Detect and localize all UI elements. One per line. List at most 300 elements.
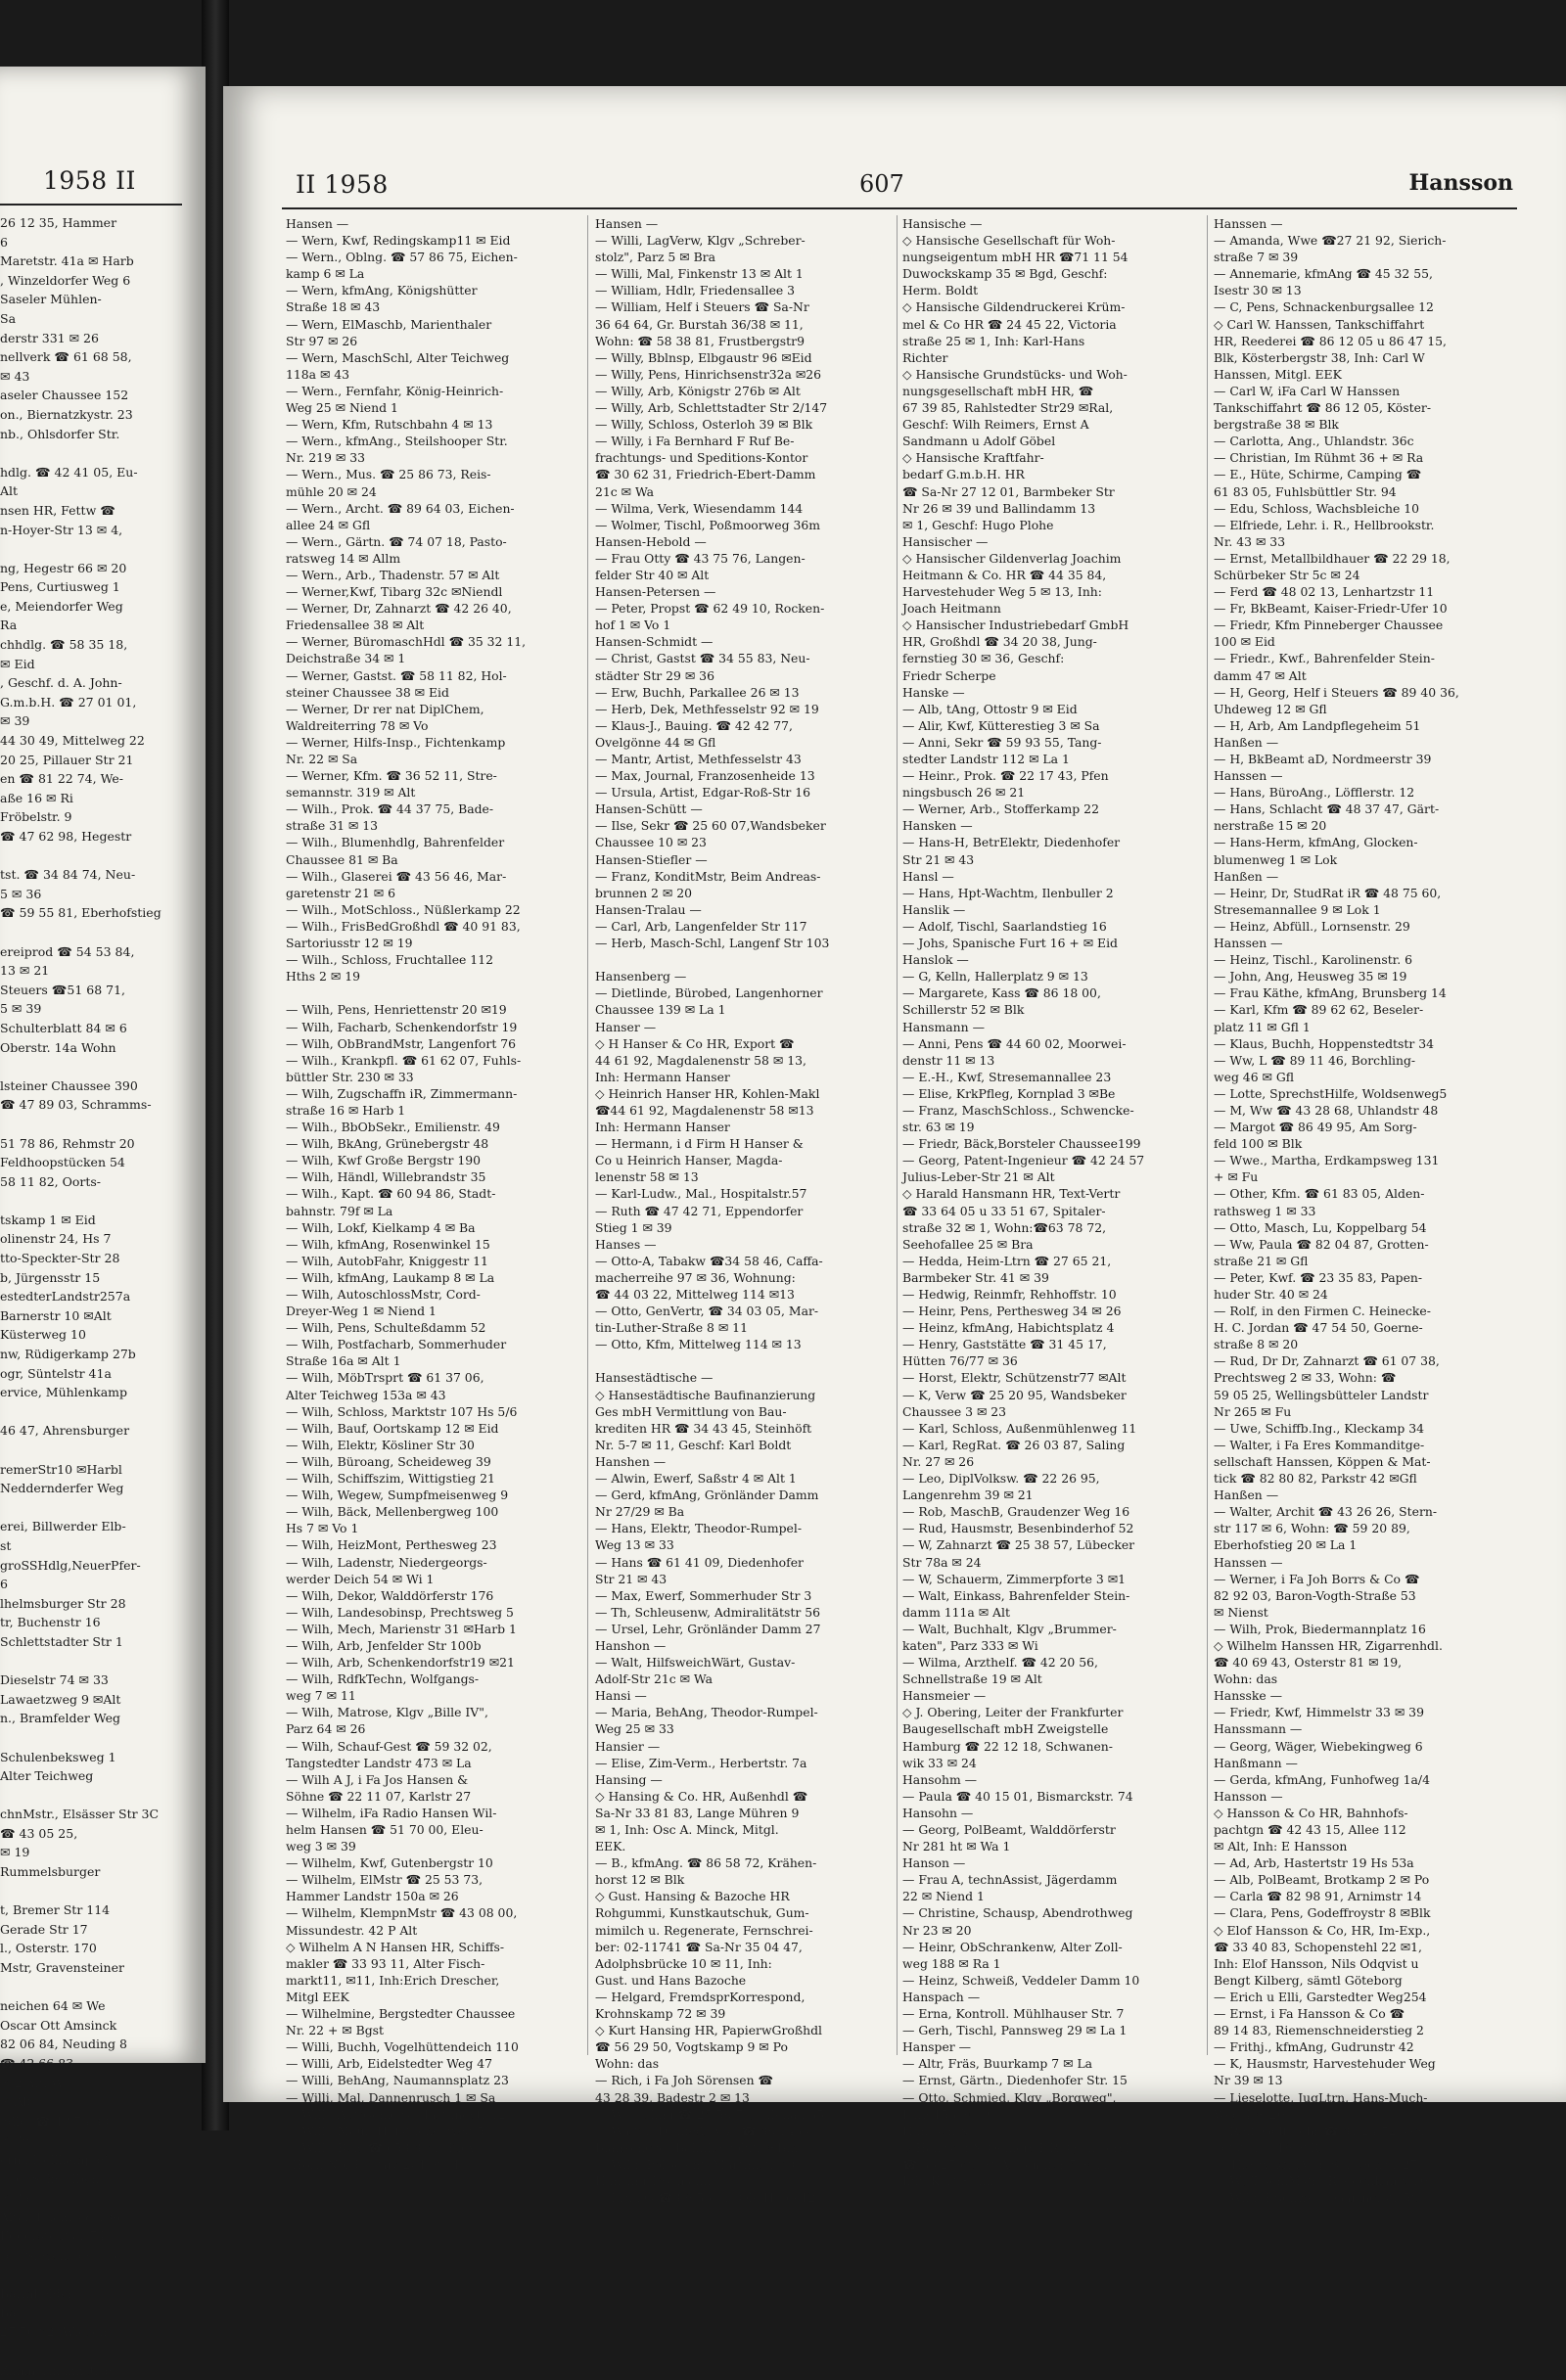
directory-entry-line: chhdlg. ☎ 58 35 18,: [0, 635, 178, 655]
directory-entry-line: Chaussee 139 ✉ La 1: [595, 1001, 889, 1018]
directory-entry-line: — Wilh., Glaserei ☎ 43 56 46, Mar-: [286, 868, 577, 885]
directory-entry-line: ✉ Alt, Inh: E Hansson: [1214, 1838, 1513, 1854]
directory-entry-line: — Mantr, Artist, Methfesselstr 43: [595, 751, 889, 767]
directory-entry-line: Hansen —: [595, 215, 889, 232]
directory-entry-line: — Karl, RegRat. ☎ 26 03 87, Saling: [902, 1437, 1201, 1453]
directory-entry-line: n., Bramfelder Weg: [0, 1709, 178, 1728]
directory-entry-line: Hanßen —: [1214, 868, 1513, 885]
directory-entry-line: — Wilh, Schloss, Marktstr 107 Hs 5/6: [286, 1403, 577, 1420]
directory-entry-line: 6: [0, 1575, 178, 1594]
directory-entry-line: — Heinz, kfmAng, Habichtsplatz 4: [902, 1319, 1201, 1336]
directory-entry-line: stedter Landstr 112 ✉ La 1: [902, 751, 1201, 767]
directory-entry-line: ◇ Hansische Kraftfahr-: [902, 449, 1201, 466]
directory-entry-line: tin-Luther-Straße 8 ✉ 11: [595, 1319, 889, 1336]
directory-entry-line: Hanses —: [595, 1236, 889, 1253]
directory-entry-line: Barmbelder: [0, 2284, 178, 2304]
directory-entry-line: — Peter, Propst ☎ 62 49 10, Rocken-: [595, 600, 889, 617]
directory-entry-line: — Alb, tAng, Ottostr 9 ✉ Eid: [902, 701, 1201, 717]
directory-entry-line: mimilch u. Regenerate, Fernschrei-: [595, 1922, 889, 1939]
directory-entry-line: ningsbusch 26 ✉ 21: [902, 784, 1201, 801]
directory-entry-line: — Carla ☎ 82 98 91, Arnimstr 14: [1214, 1888, 1513, 1904]
directory-entry-line: 44 30 49, Mittelweg 22: [0, 731, 178, 751]
directory-entry-line: Inh: Elof Hansson, Nils Odqvist u: [1214, 1955, 1513, 1972]
directory-entry-line: — K, Hausmstr, Harvestehuder Weg: [1214, 2055, 1513, 2072]
directory-entry-line: — Wern, MaschSchl, Alter Teichweg: [286, 349, 577, 366]
directory-entry-line: — Edu, Schloss, Wachsbleiche 10: [1214, 500, 1513, 517]
directory-entry-line: Str 21 ✉ 43: [595, 1571, 889, 1587]
directory-entry-line: — Wilma, Verk, Wiesendamm 144: [595, 500, 889, 517]
directory-entry-line: 82 92 03, Baron-Vogth-Straße 53: [1214, 1587, 1513, 1604]
directory-entry-line: — Ernst, i Fa Hansson & Co ☎: [1214, 2005, 1513, 2022]
directory-entry-line: — Erich u Elli, Garstedter Weg254: [1214, 1989, 1513, 2005]
directory-entry-line: ☎ 40 69 43, Osterstr 81 ✉ 19,: [1214, 1654, 1513, 1671]
directory-entry-line: ◇ Wilhelm Hanssen HR, Zigarrenhdl.: [1214, 1637, 1513, 1654]
directory-entry-line: — Frau Otty ☎ 43 75 76, Langen-: [595, 550, 889, 567]
directory-entry-line: Wohn: ☎ 58 38 81, Frustbergstr9: [595, 333, 889, 349]
directory-entry-line: 13 ✉ 21: [0, 961, 178, 981]
directory-entry-line: — Wilh, Elektr, Kösliner Str 30: [286, 1437, 577, 1453]
directory-entry-line: — Heinr, Dr, StudRat iR ☎ 48 75 60,: [1214, 885, 1513, 901]
directory-entry-line: ◇ Harald Hansmann HR, Text-Vertr: [902, 1185, 1201, 1202]
directory-entry-line: Mstr, Gravensteiner: [0, 1958, 178, 1978]
directory-entry-line: ☎ 56 29 50, Vogtskamp 9 ✉ Po: [595, 2038, 889, 2055]
directory-entry-line: — Wilh., BbObSekr., Emilienstr. 49: [286, 1119, 577, 1135]
directory-entry-line: — Hans, Hpt-Wachtm, Ilenbuller 2: [902, 885, 1201, 901]
directory-entry-line: ern., Hellkamp 60: [0, 2150, 178, 2170]
directory-entry-line: — Walter, i Fa Eres Kommanditge-: [1214, 1437, 1513, 1453]
directory-entry-line: Straße 18 ✉ 43: [286, 298, 577, 315]
directory-entry-line: ◇ Gust. Hansing & Bazoche HR: [595, 1888, 889, 1904]
directory-entry-line: ◇ Hansische Grundstücks- und Woh-: [902, 366, 1201, 383]
directory-entry-line: Hansen-Hebold —: [595, 533, 889, 550]
directory-entry-line: Schnellstraße 19 ✉ Alt: [902, 1671, 1201, 1687]
directory-entry-line: — Herb, Masch-Schl, Langenf Str 103: [595, 935, 889, 951]
directory-entry-line: — Willy, Arb, Schlettstadter Str 2/147: [595, 399, 889, 416]
directory-entry-line: Stresemannallee 9 ✉ Lok 1: [1214, 901, 1513, 918]
directory-entry-line: — Wilh, Bäck, Mellenbergweg 100: [286, 1503, 577, 1520]
directory-entry-line: — Willi, Reis ☎ 65 88 61, Klgv: [286, 2139, 577, 2156]
directory-entry-line: Nr 27/29 ✉ Ba: [595, 1503, 889, 1520]
directory-entry-line: — Ursula, Artist, Edgar-Roß-Str 16: [595, 784, 889, 801]
directory-entry-line: — Klaus, Buchh, Hoppenstedtstr 34: [1214, 1035, 1513, 1052]
directory-entry-line: — H, BkBeamt aD, Nordmeerstr 39: [1214, 751, 1513, 767]
directory-entry-line: Hansken —: [902, 817, 1201, 834]
directory-entry-line: ☎ 33 25 60, St-Annenufer 5 ✉ 11: [902, 2156, 1201, 2173]
directory-entry-line: str. 63 ✉ 19: [902, 1119, 1201, 1135]
directory-entry-line: ◇ Carl W. Hanssen, Tankschiffahrt: [1214, 316, 1513, 333]
directory-entry-line: hdlg. ☎ 42 41 05, Eu-: [0, 463, 178, 482]
directory-entry-line: Str 78a ✉ 24: [902, 1554, 1201, 1571]
directory-entry-line: — Wilhelmine, Bergstedter Chaussee: [286, 2005, 577, 2022]
directory-entry-line: G.m.b.H. ☎ 27 01 01,: [0, 693, 178, 712]
directory-entry-line: — Clara, Pens, Godeffroystr 8 ✉Blk: [1214, 1904, 1513, 1921]
directory-entry-line: — Otto, GenVertr, ☎ 34 03 05, Mar-: [595, 1303, 889, 1319]
directory-entry-line: — Ernst, Gärtn., Diedenhofer Str. 15: [902, 2072, 1201, 2088]
directory-column-1: [286, 215, 577, 2055]
directory-entry-line: Küsterweg 10: [0, 1325, 178, 1345]
directory-entry-line: — Wilh., Krankpfl. ☎ 61 62 07, Fuhls-: [286, 1052, 577, 1069]
directory-entry-line: — Gerd, kfmAng, Grönländer Damm: [595, 1487, 889, 1503]
directory-entry-line: Schulterblatt 84 ✉ 6: [0, 1019, 178, 1038]
directory-entry-line: Hansen-Schütt —: [595, 801, 889, 817]
directory-entry-line: — Carlotta, Ang., Uhlandstr. 36c: [1214, 433, 1513, 449]
directory-entry-line: — Heinz, Abfüll., Lornsenstr. 29: [1214, 918, 1513, 935]
directory-entry-line: — Leo, DiplVolksw. ☎ 22 26 95,: [902, 1470, 1201, 1487]
directory-entry-line: Schürbeker Str 5c ✉ 24: [1214, 567, 1513, 583]
directory-entry-line: Weg 13 ✉ 33: [595, 1536, 889, 1553]
directory-entry-line: lsteiner Chaussee 390: [0, 1076, 178, 1096]
directory-entry-line: frachtungs- und Speditions-Kontor: [595, 449, 889, 466]
directory-entry-line: Alt: [0, 481, 178, 501]
directory-entry-line: erei, Billwerder Elb-: [0, 1517, 178, 1536]
directory-entry-line: — Ernst, Metallbildhauer ☎ 22 29 18,: [1214, 550, 1513, 567]
directory-entry-line: — Heinr., Prok. ☎ 22 17 43, Pfen: [902, 767, 1201, 784]
directory-entry-line: — Heinz, Tischl., Karolinenstr. 6: [1214, 951, 1513, 968]
directory-entry-line: Hansi —: [595, 1687, 889, 1704]
directory-entry-line: sellschaft Hanssen, Köppen & Mat-: [1214, 1453, 1513, 1470]
right-page-header: [282, 170, 1517, 209]
directory-entry-line: Hanßmann —: [1214, 1755, 1513, 1771]
directory-entry-line: — K, Verw ☎ 25 20 95, Wandsbeker: [902, 1387, 1201, 1403]
directory-entry-line: — Fr, BkBeamt, Kaiser-Friedr-Ufer 10: [1214, 600, 1513, 617]
directory-entry-line: tick ☎ 82 80 82, Parkstr 42 ✉Gfl: [1214, 1470, 1513, 1487]
directory-entry-line: Hansson —: [1214, 1788, 1513, 1805]
directory-entry-line: n-Hoyer-Str 13 ✉ 4,: [0, 521, 178, 540]
directory-entry-line: — Carl W, iFa Carl W Hanssen: [1214, 383, 1513, 399]
directory-entry-line: Ra: [0, 616, 178, 635]
directory-entry-line: — Wern., Gärtn. ☎ 74 07 18, Pasto-: [286, 533, 577, 550]
directory-entry-line: — Gerh, Tischl, Pannsweg 29 ✉ La 1: [902, 2022, 1201, 2038]
directory-entry-line: ng, Hegestr 66 ✉ 20: [0, 559, 178, 578]
directory-entry-line: helm Hansen ☎ 51 70 00, Eleu-: [286, 1821, 577, 1838]
directory-entry-line: ☎ 44 03 22, Mittelweg 114 ✉13: [595, 1286, 889, 1303]
directory-entry-line: Hansing —: [595, 1771, 889, 1788]
directory-entry-line: 43 28 39, Badestr 2 ✉ 13: [595, 2089, 889, 2106]
directory-entry-line: — Hans, BüroAng., Löfflerstr. 12: [1214, 784, 1513, 801]
directory-entry-line: Hanspach —: [902, 1989, 1201, 2005]
directory-entry-line: Blk, Kösterbergstr 38, Inh: Carl W: [1214, 349, 1513, 366]
directory-entry-line: ✉ Eid: [0, 655, 178, 674]
directory-entry-line: — Wilh, HeizMont, Perthesweg 23: [286, 1536, 577, 1553]
directory-entry-line: Schulenbeksweg 1: [0, 1748, 178, 1767]
directory-entry-line: 5 ✉ 36: [0, 885, 178, 904]
left-page: [0, 67, 206, 2063]
directory-entry-line: — Wolmer, Tischl, Poßmoorweg 36m: [595, 517, 889, 533]
directory-entry-line: Nr 23 ✉ 20: [902, 1922, 1201, 1939]
directory-entry-line: — Wilh., MotSchloss., Nüßlerkamp 22: [286, 901, 577, 918]
directory-entry-line: — Frithj., kfmAng, Gudrunstr 42: [1214, 2038, 1513, 2055]
directory-entry-line: — Max, Ewerf, Sommerhuder Str 3: [595, 1587, 889, 1604]
directory-entry-line: — Georg, PolBeamt, Walddörferstr: [902, 1821, 1201, 1838]
page-number: 607: [859, 170, 904, 198]
directory-entry-line: — Wilh, Facharb, Schenkendorfstr 19: [286, 1019, 577, 1035]
directory-entry-line: pachtgn ☎ 42 43 15, Allee 112: [1214, 1821, 1513, 1838]
directory-entry-line: — Wilh, ESchweiß, Gärtnerstr 50: [1214, 2189, 1513, 2206]
directory-entry-line: — Hans, Schlacht ☎ 48 37 47, Gärt-: [1214, 801, 1513, 817]
directory-entry-line: Hansske —: [1214, 1687, 1513, 1704]
directory-entry-line: Tankschiffahrt ☎ 86 12 05, Köster-: [1214, 399, 1513, 416]
directory-entry-line: — W., TischlMstr., Roggenkamp 10: [1214, 2173, 1513, 2189]
directory-entry-line: garetenstr 21 ✉ 6: [286, 885, 577, 901]
directory-entry-line: ✉ Alt: [0, 2092, 178, 2112]
directory-entry-line: — Gerda, kfmAng, Funhofweg 1a/4: [1214, 1771, 1513, 1788]
directory-entry-line: — Willi, Mal, Finkenstr 13 ✉ Alt 1: [595, 265, 889, 282]
directory-entry-line: bahnstr. 79f ✉ La: [286, 1203, 577, 1219]
directory-entry-line: [0, 1057, 178, 1076]
directory-entry-line: — Rich, i Fa Joh Sörensen ☎: [595, 2072, 889, 2088]
directory-entry-line: — Willy, Pens, Hinrichsenstr32a ✉26: [595, 366, 889, 383]
directory-entry-line: [0, 923, 178, 942]
directory-entry-line: krediten HR ☎ 34 43 45, Steinhöft: [595, 1420, 889, 1437]
directory-entry-line: Duwockskamp 35 ✉ Bgd, Geschf:: [902, 265, 1201, 282]
directory-entry-line: — Wilh, ObBrandMstr, Langenfort 76: [286, 1035, 577, 1052]
directory-entry-line: st: [0, 1536, 178, 1556]
directory-entry-line: Hanslok —: [902, 951, 1201, 968]
directory-entry-line: ogr, Süntelstr 41a: [0, 1364, 178, 1384]
directory-entry-line: Blankeneser Bahnhofsplatz ✉Blk: [595, 2139, 889, 2156]
directory-entry-line: Hanssen & —: [902, 2123, 1201, 2139]
directory-entry-line: — Wern., kfmAng., Steilshooper Str.: [286, 433, 577, 449]
directory-entry-line: ◇ Hansson & Co HR, Bahnhofs-: [1214, 1805, 1513, 1821]
directory-entry-line: 100 ✉ Eid: [1214, 633, 1513, 650]
directory-entry-line: stolz", Parz 5 ✉ Bra: [595, 249, 889, 265]
directory-entry-line: straße 32 ✉ 1, Wohn:☎63 78 72,: [902, 1219, 1201, 1236]
directory-entry-line: Wohn: das: [1214, 1671, 1513, 1687]
directory-entry-line: [0, 1115, 178, 1134]
directory-entry-line: werder Deich 54 ✉ Wi 1: [286, 1571, 577, 1587]
directory-entry-line: Hanssen —: [1214, 1554, 1513, 1571]
directory-entry-line: Barmbeker Str. 41 ✉ 39: [902, 1269, 1201, 1286]
directory-entry-line: Chaussee 10 ✉ 23: [595, 834, 889, 850]
directory-entry-line: hdlg. ☎ 43 73 80,: [0, 2112, 178, 2131]
directory-entry-line: — Christine, Schausp, Abendrothweg: [902, 1904, 1201, 1921]
directory-entry-line: felder Str 40 ✉ Alt: [595, 567, 889, 583]
directory-entry-line: straße 16 ✉ Harb 1: [286, 1102, 577, 1119]
directory-entry-line: — John, Ang, Heusweg 35 ✉ 19: [1214, 968, 1513, 984]
directory-entry-line: — W, Dipling ☎ 25 56 73, Eilenau 35: [595, 2106, 889, 2123]
directory-entry-line: ◇ Hansische Gesellschaft für Woh-: [902, 232, 1201, 249]
directory-entry-line: ◇ Hansestädtische Baufinanzierung: [595, 1387, 889, 1403]
directory-entry-line: [0, 443, 178, 463]
directory-entry-line: — Wilh, Händl, Willebrandstr 35: [286, 1168, 577, 1185]
directory-entry-line: — Georg, Wäger, Wiebekingweg 6: [1214, 1738, 1513, 1755]
directory-entry-line: katen", Parz 333 ✉ Wi: [902, 1637, 1201, 1654]
directory-entry-line: — Friedr, Kwf, Himmelstr 33 ✉ 39: [1214, 1704, 1513, 1720]
directory-entry-line: — Elise, Zim-Verm., Herbertstr. 7a: [595, 1755, 889, 1771]
directory-entry-line: 58 11 82, Oorts-: [0, 1172, 178, 1192]
directory-entry-line: — Wilhelm, ElMstr ☎ 25 53 73,: [286, 1871, 577, 1888]
directory-entry-line: rathsweg 1 ✉ 33: [1214, 1203, 1513, 1219]
directory-entry-line: Sa: [0, 309, 178, 329]
directory-entry-line: Nr. 27 ✉ 26: [902, 1453, 1201, 1470]
directory-entry-line: Barnerstr 10 ✉Alt: [0, 1306, 178, 1326]
directory-entry-line: — Wilh, Arb, Schenkendorfstr19 ✉21: [286, 1654, 577, 1671]
directory-entry-line: estedterLandstr257a: [0, 1287, 178, 1306]
directory-entry-line: — Wern., Mus. ☎ 25 86 73, Reis-: [286, 466, 577, 482]
directory-entry-line: 89 14 83, Riemenschneiderstieg 2: [1214, 2022, 1513, 2038]
directory-entry-line: Hansen —: [286, 215, 577, 232]
directory-entry-line: weg 46 ✉ Gfl: [1214, 1069, 1513, 1085]
directory-entry-line: straße 8 ✉ 20: [1214, 1336, 1513, 1352]
directory-entry-line: — H, Arb, Am Landpflegeheim 51: [1214, 717, 1513, 734]
directory-entry-line: [0, 2342, 178, 2361]
directory-entry-line: — Willy, i Fa Bernhard F Ruf Be-: [595, 433, 889, 449]
directory-entry-line: chnMstr., Elsässer Str 3C: [0, 1805, 178, 1824]
directory-entry-line: wik 33 ✉ 24: [902, 1755, 1201, 1771]
directory-entry-line: — Max, Journal, Franzosenheide 13: [595, 767, 889, 784]
directory-entry-line: — William, Helf i Steuers ☎ Sa-Nr: [595, 298, 889, 315]
right-page-header-ref: II 1958: [296, 170, 389, 199]
directory-entry-line: — Wern., Arb., Thadenstr. 57 ✉ Alt: [286, 567, 577, 583]
directory-entry-line: huder Str. 40 ✉ 24: [1214, 1286, 1513, 1303]
directory-entry-line: — Rolf, Golf-Lehr ☎ 81 24 52, Ger-: [1214, 2123, 1513, 2139]
directory-entry-line: — Ad, Arb, Hastertstr 19 Hs 53a: [1214, 1854, 1513, 1871]
directory-entry-line: Fröbelstr. 9: [0, 807, 178, 827]
directory-entry-line: — Horst, Elektr, Schützenstr77 ✉Alt: [902, 1369, 1201, 1386]
directory-entry-line: — Wilh, Büroang, Scheideweg 39: [286, 1453, 577, 1470]
directory-entry-line: — Friedr, Kfm Pinneberger Chaussee: [1214, 617, 1513, 633]
directory-entry-line: Inh: Hermann Hanser: [595, 1069, 889, 1085]
directory-entry-line: Nr 39 ✉ 13: [1214, 2072, 1513, 2088]
directory-entry-line: Hütten 76/77 ✉ 36: [902, 1352, 1201, 1369]
directory-entry-line: mel & Co HR ☎ 24 45 22, Victoria: [902, 316, 1201, 333]
directory-entry-line: — W, Schauerm, Zimmerpforte 3 ✉1: [902, 1571, 1201, 1587]
directory-entry-line: — Wern, kfmAng, Königshütter: [286, 282, 577, 298]
directory-entry-line: HR, Großhdl ☎ 34 20 38, Jung-: [902, 633, 1201, 650]
directory-entry-line: Langenrehm 39 ✉ 21: [902, 1487, 1201, 1503]
directory-entry-line: ◇ H Hanser & Co HR, Export ☎: [595, 1035, 889, 1052]
directory-entry-line: — Wilh, Zugschaffn iR, Zimmermann-: [286, 1085, 577, 1102]
directory-column-4: [1214, 215, 1513, 2055]
directory-entry-line: 59 05 25, Wellingsbütteler Landstr: [1214, 1387, 1513, 1403]
directory-entry-line: — William, Hdlr, Friedensallee 3: [595, 282, 889, 298]
directory-entry-line: — Amanda, Wwe ☎27 21 92, Sierich-: [1214, 232, 1513, 249]
directory-entry-line: , Winzeldorfer Weg 6: [0, 271, 178, 291]
directory-entry-line: Hansohn —: [902, 1805, 1201, 1821]
directory-column-2: [595, 215, 889, 2055]
directory-entry-line: — Rud, Hausmstr, Besenbinderhof 52: [902, 1520, 1201, 1536]
directory-entry-line: — Thorw, kfmAng, Simrockstr 27: [1214, 2156, 1513, 2173]
directory-entry-line: — Wern., Archt. ☎ 89 64 03, Eichen-: [286, 500, 577, 517]
directory-entry-line: — Wilh, Kwf Große Bergstr 190: [286, 1152, 577, 1168]
directory-entry-line: — Wilh., Kapt. ☎ 60 94 86, Stadt-: [286, 1185, 577, 1202]
directory-entry-line: str 117 ✉ 6, Wohn: ☎ 59 20 89,: [1214, 1520, 1513, 1536]
directory-entry-line: Sa-Nr 33 81 83, Lange Mühren 9: [595, 1805, 889, 1821]
directory-entry-line: — Wilhelm, KlempnMstr ☎ 43 08 00,: [286, 1904, 577, 1921]
directory-entry-line: Hanßen —: [1214, 1487, 1513, 1503]
directory-entry-line: nsen HR, Fettw ☎: [0, 501, 178, 521]
directory-entry-line: ◇ Hansischer Industriebedarf GmbH: [902, 617, 1201, 633]
directory-entry-line: — Karl, Schloss, Außenmühlenweg 11: [902, 1420, 1201, 1437]
directory-entry-line: nungseigentum mbH HR ☎71 11 54: [902, 249, 1201, 265]
directory-entry-line: — Hermann, i d Firm H Hanser &: [595, 1135, 889, 1152]
directory-entry-line: — Werner, Dr, Zahnarzt ☎ 42 26 40,: [286, 600, 577, 617]
directory-entry-line: — Walter, Dr med, Arzt ☎ 86 14 80,: [595, 2123, 889, 2139]
directory-entry-line: Hansischer —: [902, 533, 1201, 550]
directory-entry-line: ◇ Hansischer Gildenverlag Joachim: [902, 550, 1201, 567]
directory-entry-line: weg 188 ✉ Ra 1: [902, 1955, 1201, 1972]
directory-entry-line: Saseler Mühlen-: [0, 290, 178, 309]
directory-entry-line: remerStr10 ✉Harbl: [0, 1460, 178, 1480]
directory-entry-line: — Werner, Hilfs-Insp., Fichtenkamp: [286, 734, 577, 751]
directory-entry-line: Rummelsburger: [0, 1862, 178, 1882]
directory-entry-line: Julius-Leber-Str 21 ✉ Alt: [902, 1168, 1201, 1185]
directory-entry-line: — Margot ☎ 86 49 95, Am Sorg-: [1214, 1119, 1513, 1135]
directory-entry-line: — Hans ☎ 61 41 09, Diedenhofer: [595, 1554, 889, 1571]
directory-entry-line: — M, Ww ☎ 43 28 68, Uhlandstr 48: [1214, 1102, 1513, 1119]
directory-entry-line: Hanssen —: [1214, 935, 1513, 951]
directory-entry-line: Missundestr. 42 P Alt: [286, 1922, 577, 1939]
directory-entry-line: — Other, Kfm. ☎ 61 83 05, Alden-: [1214, 1185, 1513, 1202]
directory-entry-line: — E.-H., Kwf, Stresemannallee 23: [902, 1069, 1201, 1085]
directory-entry-line: Oscar Ott Amsinck: [0, 2016, 178, 2036]
directory-entry-line: nw, Rüdigerkamp 27b: [0, 1345, 178, 1364]
directory-entry-line: — Willi, Arb, Eidelstedter Weg 47: [286, 2055, 577, 2072]
directory-entry-line: — Karl-Ludw., Mal., Hospitalstr.57: [595, 1185, 889, 1202]
directory-entry-line: — Franz, MaschSchloss., Schwencke-: [902, 1102, 1201, 1119]
directory-entry-line: — Willi, LagVerw, Klgv „Schreber-: [595, 232, 889, 249]
directory-entry-line: — Hans-Herm, kfmAng, Glocken-: [1214, 834, 1513, 850]
directory-entry-line: — Ilse, Sekr ☎ 25 60 07,Wandsbeker: [595, 817, 889, 834]
directory-entry-line: Nr. 5-7 ✉ 11, Geschf: Karl Boldt: [595, 1437, 889, 1453]
directory-entry-line: Stieg 1 ✉ 39: [595, 1219, 889, 1236]
directory-entry-line: Waldreiterring 78 ✉ Vo: [286, 717, 577, 734]
directory-entry-line: — Wilh, Schauf-Gest ☎ 59 32 02,: [286, 1738, 577, 1755]
directory-entry-line: — Rolf, in den Firmen C. Heinecke-: [1214, 1303, 1513, 1319]
directory-entry-line: Hs 7 ✉ Vo 1: [286, 1520, 577, 1536]
directory-entry-line: [595, 1352, 889, 1369]
directory-entry-line: denstr 11 ✉ 13: [902, 1052, 1201, 1069]
directory-entry-line: tto-Speckter-Str 28: [0, 1249, 178, 1268]
directory-entry-line: Uhdeweg 12 ✉ Gfl: [1214, 701, 1513, 717]
directory-column-3: [902, 215, 1201, 2055]
directory-entry-line: — Werner, Arb., Stofferkamp 22: [902, 801, 1201, 817]
directory-entry-line: [0, 1786, 178, 1806]
directory-entry-line: 21c ✉ Wa: [595, 483, 889, 500]
directory-entry-line: ✉ 2 Alt, Wohn:: [0, 2074, 178, 2093]
directory-entry-line: Alter Teichweg: [0, 1766, 178, 1786]
directory-entry-line: weg 3 ✉ 39: [286, 1838, 577, 1854]
directory-entry-line: — Wilh, Bauf, Oortskamp 12 ✉ Eid: [286, 1420, 577, 1437]
directory-entry-line: macherreihe 97 ✉ 36, Wohnung:: [595, 1269, 889, 1286]
directory-entry-line: — Hedwig, Reinmfr, Rehhoffstr. 10: [902, 1286, 1201, 1303]
directory-entry-line: — Rob, MaschB, Graudenzer Weg 16: [902, 1503, 1201, 1520]
directory-entry-line: Inh: Hermann Hanser: [595, 1119, 889, 1135]
directory-entry-line: — Willy, Schloss, Osterloh 39 ✉ Blk: [595, 416, 889, 433]
directory-entry-line: ervice, Mühlenkamp: [0, 1383, 178, 1402]
directory-entry-line: — Otto-A, Tabakw ☎34 58 46, Caffa-: [595, 1253, 889, 1269]
directory-entry-line: Sartoriusstr 12 ✉ 19: [286, 935, 577, 951]
directory-entry-line: hof 1 ✉ Vo 1: [595, 617, 889, 633]
directory-entry-line: blumenweg 1 ✉ Lok: [1214, 851, 1513, 868]
directory-entry-line: Rohgummi, Kunstkautschuk, Gum-: [595, 1904, 889, 1921]
directory-entry-line: ☎ 43 05 25,: [0, 1824, 178, 1844]
directory-entry-line: — Willy, Arb, Königstr 276b ✉ Alt: [595, 383, 889, 399]
directory-entry-line: — Anni, Pens ☎ 44 60 02, Moorwei-: [902, 1035, 1201, 1052]
directory-entry-line: 61 83 05, Fuhlsbüttler Str. 94: [1214, 483, 1513, 500]
directory-entry-line: 22 ✉ Niend 1: [902, 1888, 1201, 1904]
directory-entry-line: Inh: Kurt Kölln: [902, 2173, 1201, 2189]
directory-entry-line: 44 61 92, Magdalenenstr 58 ✉ 13,: [595, 1052, 889, 1069]
directory-entry-line: — Wilh, Dekor, Walddörferstr 176: [286, 1587, 577, 1604]
directory-entry-line: ✉ 1, Inh: Osc A. Minck, Mitgl.: [595, 1821, 889, 1838]
directory-entry-line: Hanser —: [595, 1019, 889, 1035]
directory-entry-line: — Erna, Kontroll. Mühlhauser Str. 7: [902, 2005, 1201, 2022]
directory-entry-line: — Wilh, Ladenstr, Niedergeorgs-: [286, 1554, 577, 1571]
directory-entry-line: Feldhoopstücken 54: [0, 1153, 178, 1172]
directory-entry-line: [0, 1441, 178, 1460]
directory-entry-line: ☎ 59 55 81, Eberhofstieg: [0, 903, 178, 923]
